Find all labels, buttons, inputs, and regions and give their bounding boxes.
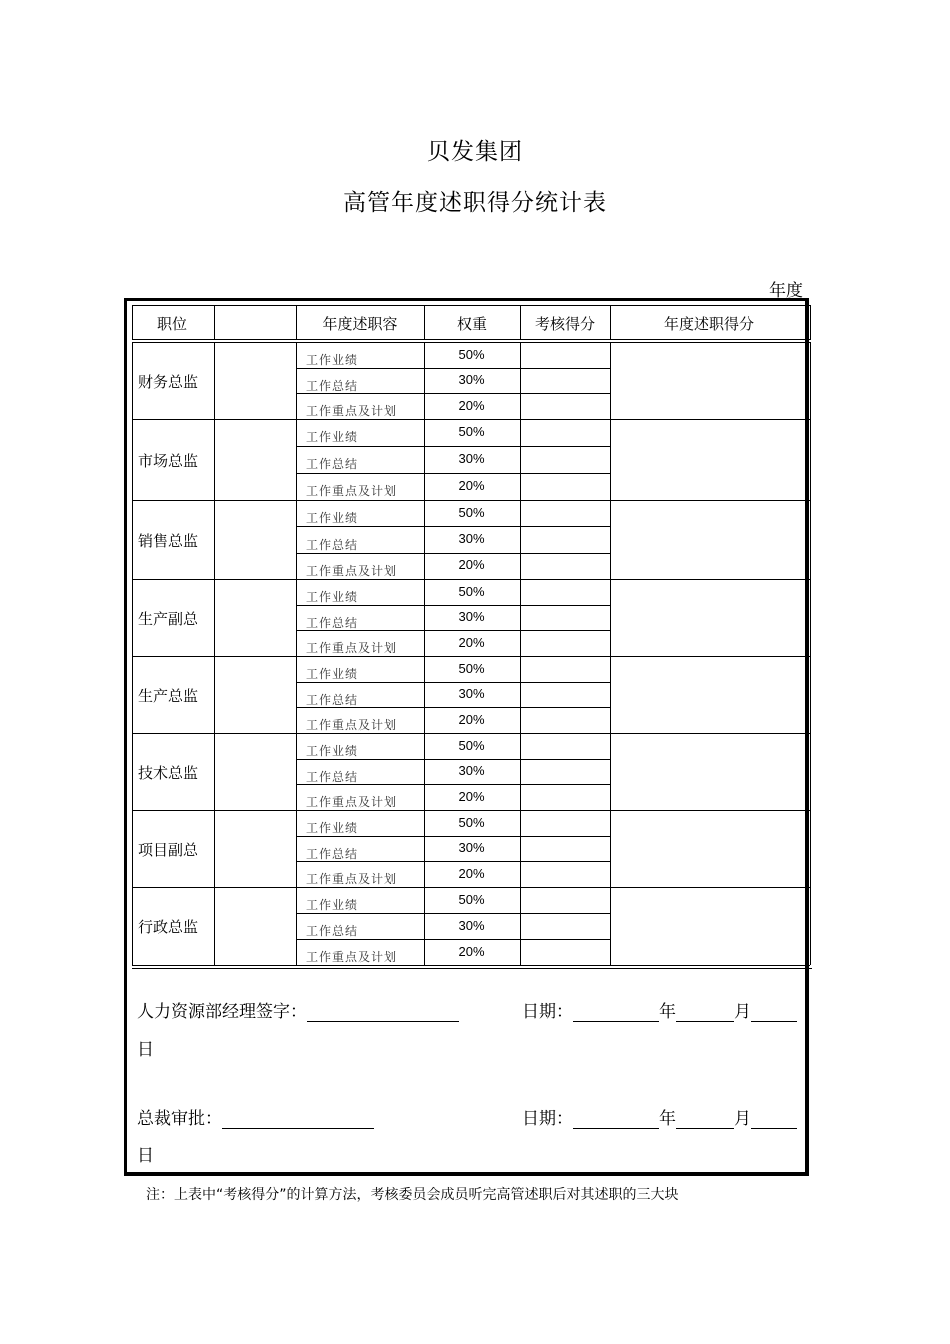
header-divider xyxy=(424,305,425,340)
group-column-line xyxy=(520,810,521,887)
group-column-line xyxy=(132,500,133,579)
header-content: 年度述职容 xyxy=(322,315,398,333)
group-column-line xyxy=(610,419,611,500)
item-label: 工作业绩 xyxy=(306,667,359,681)
item-weight: 30% xyxy=(458,840,485,855)
item-label: 工作业绩 xyxy=(306,430,359,444)
item-row-line xyxy=(296,446,610,447)
group-column-line xyxy=(610,500,611,579)
header-divider xyxy=(214,305,215,340)
hr-date-day-label: 日 xyxy=(137,1040,154,1060)
item-label: 工作业绩 xyxy=(306,590,359,604)
group-column-line xyxy=(296,342,297,419)
group-column-line xyxy=(610,733,611,810)
group-bottom-line xyxy=(132,579,810,580)
header-annual-score: 年度述职得分 xyxy=(663,315,754,333)
group-column-line xyxy=(296,733,297,810)
group-column-line xyxy=(296,656,297,733)
item-label: 工作重点及计划 xyxy=(306,484,398,498)
header-divider xyxy=(610,305,611,340)
item-weight: 20% xyxy=(458,557,485,572)
year-label: 年度 xyxy=(769,281,803,301)
item-row-line xyxy=(296,939,610,940)
group-column-line xyxy=(132,733,133,810)
item-label: 工作业绩 xyxy=(306,353,359,367)
item-label: 工作总结 xyxy=(306,924,359,938)
group-column-line xyxy=(296,419,297,500)
header-divider xyxy=(520,305,521,340)
item-weight: 30% xyxy=(458,531,485,546)
header-position: 职位 xyxy=(156,315,187,333)
item-row-line xyxy=(296,759,610,760)
item-label: 工作重点及计划 xyxy=(306,718,398,732)
item-row-line xyxy=(296,473,610,474)
hr-date-year-blank[interactable] xyxy=(573,1002,659,1022)
group-column-line xyxy=(296,579,297,656)
item-label: 工作重点及计划 xyxy=(306,872,398,886)
item-row-line xyxy=(296,553,610,554)
item-label: 工作业绩 xyxy=(306,821,359,835)
item-row-line xyxy=(296,913,610,914)
group-bottom-line xyxy=(132,656,810,657)
group-column-line xyxy=(810,419,811,500)
item-weight: 50% xyxy=(458,505,485,520)
item-weight: 30% xyxy=(458,609,485,624)
president-date-label: 日期： xyxy=(522,1109,573,1129)
hr-date-month-label: 月 xyxy=(734,1002,751,1022)
position-label: 市场总监 xyxy=(138,452,199,470)
item-label: 工作业绩 xyxy=(306,744,359,758)
hr-date-day-blank[interactable] xyxy=(751,1002,797,1022)
group-column-line xyxy=(810,656,811,733)
item-row-line xyxy=(296,682,610,683)
item-label: 工作总结 xyxy=(306,538,359,552)
hr-signature-blank[interactable] xyxy=(307,1002,459,1022)
group-column-line xyxy=(610,810,611,887)
group-column-line xyxy=(132,656,133,733)
group-column-line xyxy=(296,500,297,579)
header-divider xyxy=(810,305,811,340)
item-weight: 50% xyxy=(458,424,485,439)
header-bottom-line xyxy=(132,339,810,340)
item-label: 工作总结 xyxy=(306,379,359,393)
item-weight: 20% xyxy=(458,789,485,804)
header-bottom-double-line xyxy=(132,342,810,343)
item-label: 工作重点及计划 xyxy=(306,564,398,578)
group-column-line xyxy=(810,500,811,579)
item-weight: 20% xyxy=(458,944,485,959)
item-weight: 30% xyxy=(458,372,485,387)
group-column-line xyxy=(132,810,133,887)
item-label: 工作业绩 xyxy=(306,511,359,525)
item-label: 工作总结 xyxy=(306,847,359,861)
group-column-line xyxy=(520,500,521,579)
group-column-line xyxy=(132,887,133,965)
item-weight: 50% xyxy=(458,584,485,599)
president-approval-line xyxy=(137,1104,374,1129)
president-date-year-label: 年 xyxy=(659,1109,676,1129)
group-column-line xyxy=(810,579,811,656)
position-label: 行政总监 xyxy=(138,918,199,936)
group-column-line xyxy=(214,342,215,419)
group-column-line xyxy=(520,733,521,810)
item-label: 工作总结 xyxy=(306,616,359,630)
item-weight: 50% xyxy=(458,738,485,753)
group-column-line xyxy=(810,810,811,887)
group-column-line xyxy=(296,810,297,887)
item-row-line xyxy=(296,526,610,527)
item-weight: 30% xyxy=(458,686,485,701)
hr-date-year-label: 年 xyxy=(659,1002,676,1022)
header-divider xyxy=(132,305,133,340)
group-column-line xyxy=(132,419,133,500)
item-label: 工作总结 xyxy=(306,457,359,471)
group-column-line xyxy=(132,342,133,419)
item-weight: 20% xyxy=(458,712,485,727)
position-label: 销售总监 xyxy=(138,532,199,550)
group-bottom-line xyxy=(132,419,810,420)
group-column-line xyxy=(214,810,215,887)
president-date-line xyxy=(522,1104,797,1129)
president-date-year-blank[interactable] xyxy=(573,1109,659,1129)
item-label: 工作业绩 xyxy=(306,898,359,912)
item-weight: 20% xyxy=(458,866,485,881)
group-column-line xyxy=(214,500,215,579)
position-label: 生产总监 xyxy=(138,687,199,705)
company-name: 贝发集团 xyxy=(427,139,523,165)
group-column-line xyxy=(810,342,811,419)
item-weight: 50% xyxy=(458,347,485,362)
group-column-line xyxy=(810,887,811,965)
position-label: 生产副总 xyxy=(138,610,199,628)
group-bottom-line xyxy=(132,810,810,811)
group-bottom-line xyxy=(132,887,810,888)
header-score: 考核得分 xyxy=(534,315,595,333)
position-label: 技术总监 xyxy=(138,764,199,782)
item-weight: 20% xyxy=(458,478,485,493)
group-column-line xyxy=(296,887,297,965)
item-label: 工作总结 xyxy=(306,770,359,784)
item-weight: 20% xyxy=(458,635,485,650)
hr-date-month-blank[interactable] xyxy=(676,1002,734,1022)
group-bottom-line xyxy=(132,733,810,734)
group-column-line xyxy=(214,887,215,965)
item-row-line xyxy=(296,368,610,369)
group-column-line xyxy=(610,656,611,733)
group-column-line xyxy=(610,342,611,419)
group-column-line xyxy=(610,579,611,656)
footnote: 注：上表中“考核得分”的计算方法，考核委员会成员听完高管述职后对其述职的三大块 xyxy=(146,1187,679,1203)
item-weight: 30% xyxy=(458,918,485,933)
president-date-month-label: 月 xyxy=(734,1109,751,1129)
group-column-line xyxy=(214,419,215,500)
group-bottom-line xyxy=(132,965,810,966)
hr-signature-line xyxy=(137,997,459,1022)
item-label: 工作重点及计划 xyxy=(306,404,398,418)
hr-date-label: 日期： xyxy=(522,1002,573,1022)
item-label: 工作总结 xyxy=(306,693,359,707)
group-column-line xyxy=(810,733,811,810)
item-weight: 20% xyxy=(458,398,485,413)
president-date-day-blank[interactable] xyxy=(751,1109,797,1129)
item-row-line xyxy=(296,836,610,837)
group-column-line xyxy=(520,656,521,733)
item-weight: 30% xyxy=(458,451,485,466)
page-title: 高管年度述职得分统计表 xyxy=(343,190,607,216)
group-column-line xyxy=(520,579,521,656)
item-row-line xyxy=(296,605,610,606)
group-column-line xyxy=(520,419,521,500)
item-weight: 50% xyxy=(458,892,485,907)
header-top-line xyxy=(132,305,810,306)
position-label: 财务总监 xyxy=(138,373,199,391)
group-column-line xyxy=(520,887,521,965)
header-weight: 权重 xyxy=(456,315,487,333)
item-label: 工作重点及计划 xyxy=(306,795,398,809)
item-label: 工作重点及计划 xyxy=(306,950,398,964)
item-weight: 50% xyxy=(458,661,485,676)
group-column-line xyxy=(214,579,215,656)
hr-signature-label: 人力资源部经理签字： xyxy=(137,1002,307,1022)
position-label: 项目副总 xyxy=(138,841,199,859)
group-column-line xyxy=(132,579,133,656)
group-column-line xyxy=(520,342,521,419)
item-label: 工作重点及计划 xyxy=(306,641,398,655)
group-column-line xyxy=(214,733,215,810)
group-column-line xyxy=(610,887,611,965)
president-date-month-blank[interactable] xyxy=(676,1109,734,1129)
header-divider xyxy=(296,305,297,340)
group-column-line xyxy=(214,656,215,733)
hr-date-line xyxy=(522,997,797,1022)
president-approval-label: 总裁审批： xyxy=(137,1109,222,1129)
item-weight: 50% xyxy=(458,815,485,830)
table-bottom-double-line xyxy=(132,968,812,969)
president-date-day-label: 日 xyxy=(137,1146,154,1166)
president-approval-blank[interactable] xyxy=(222,1109,374,1129)
item-weight: 30% xyxy=(458,763,485,778)
group-bottom-line xyxy=(132,500,810,501)
